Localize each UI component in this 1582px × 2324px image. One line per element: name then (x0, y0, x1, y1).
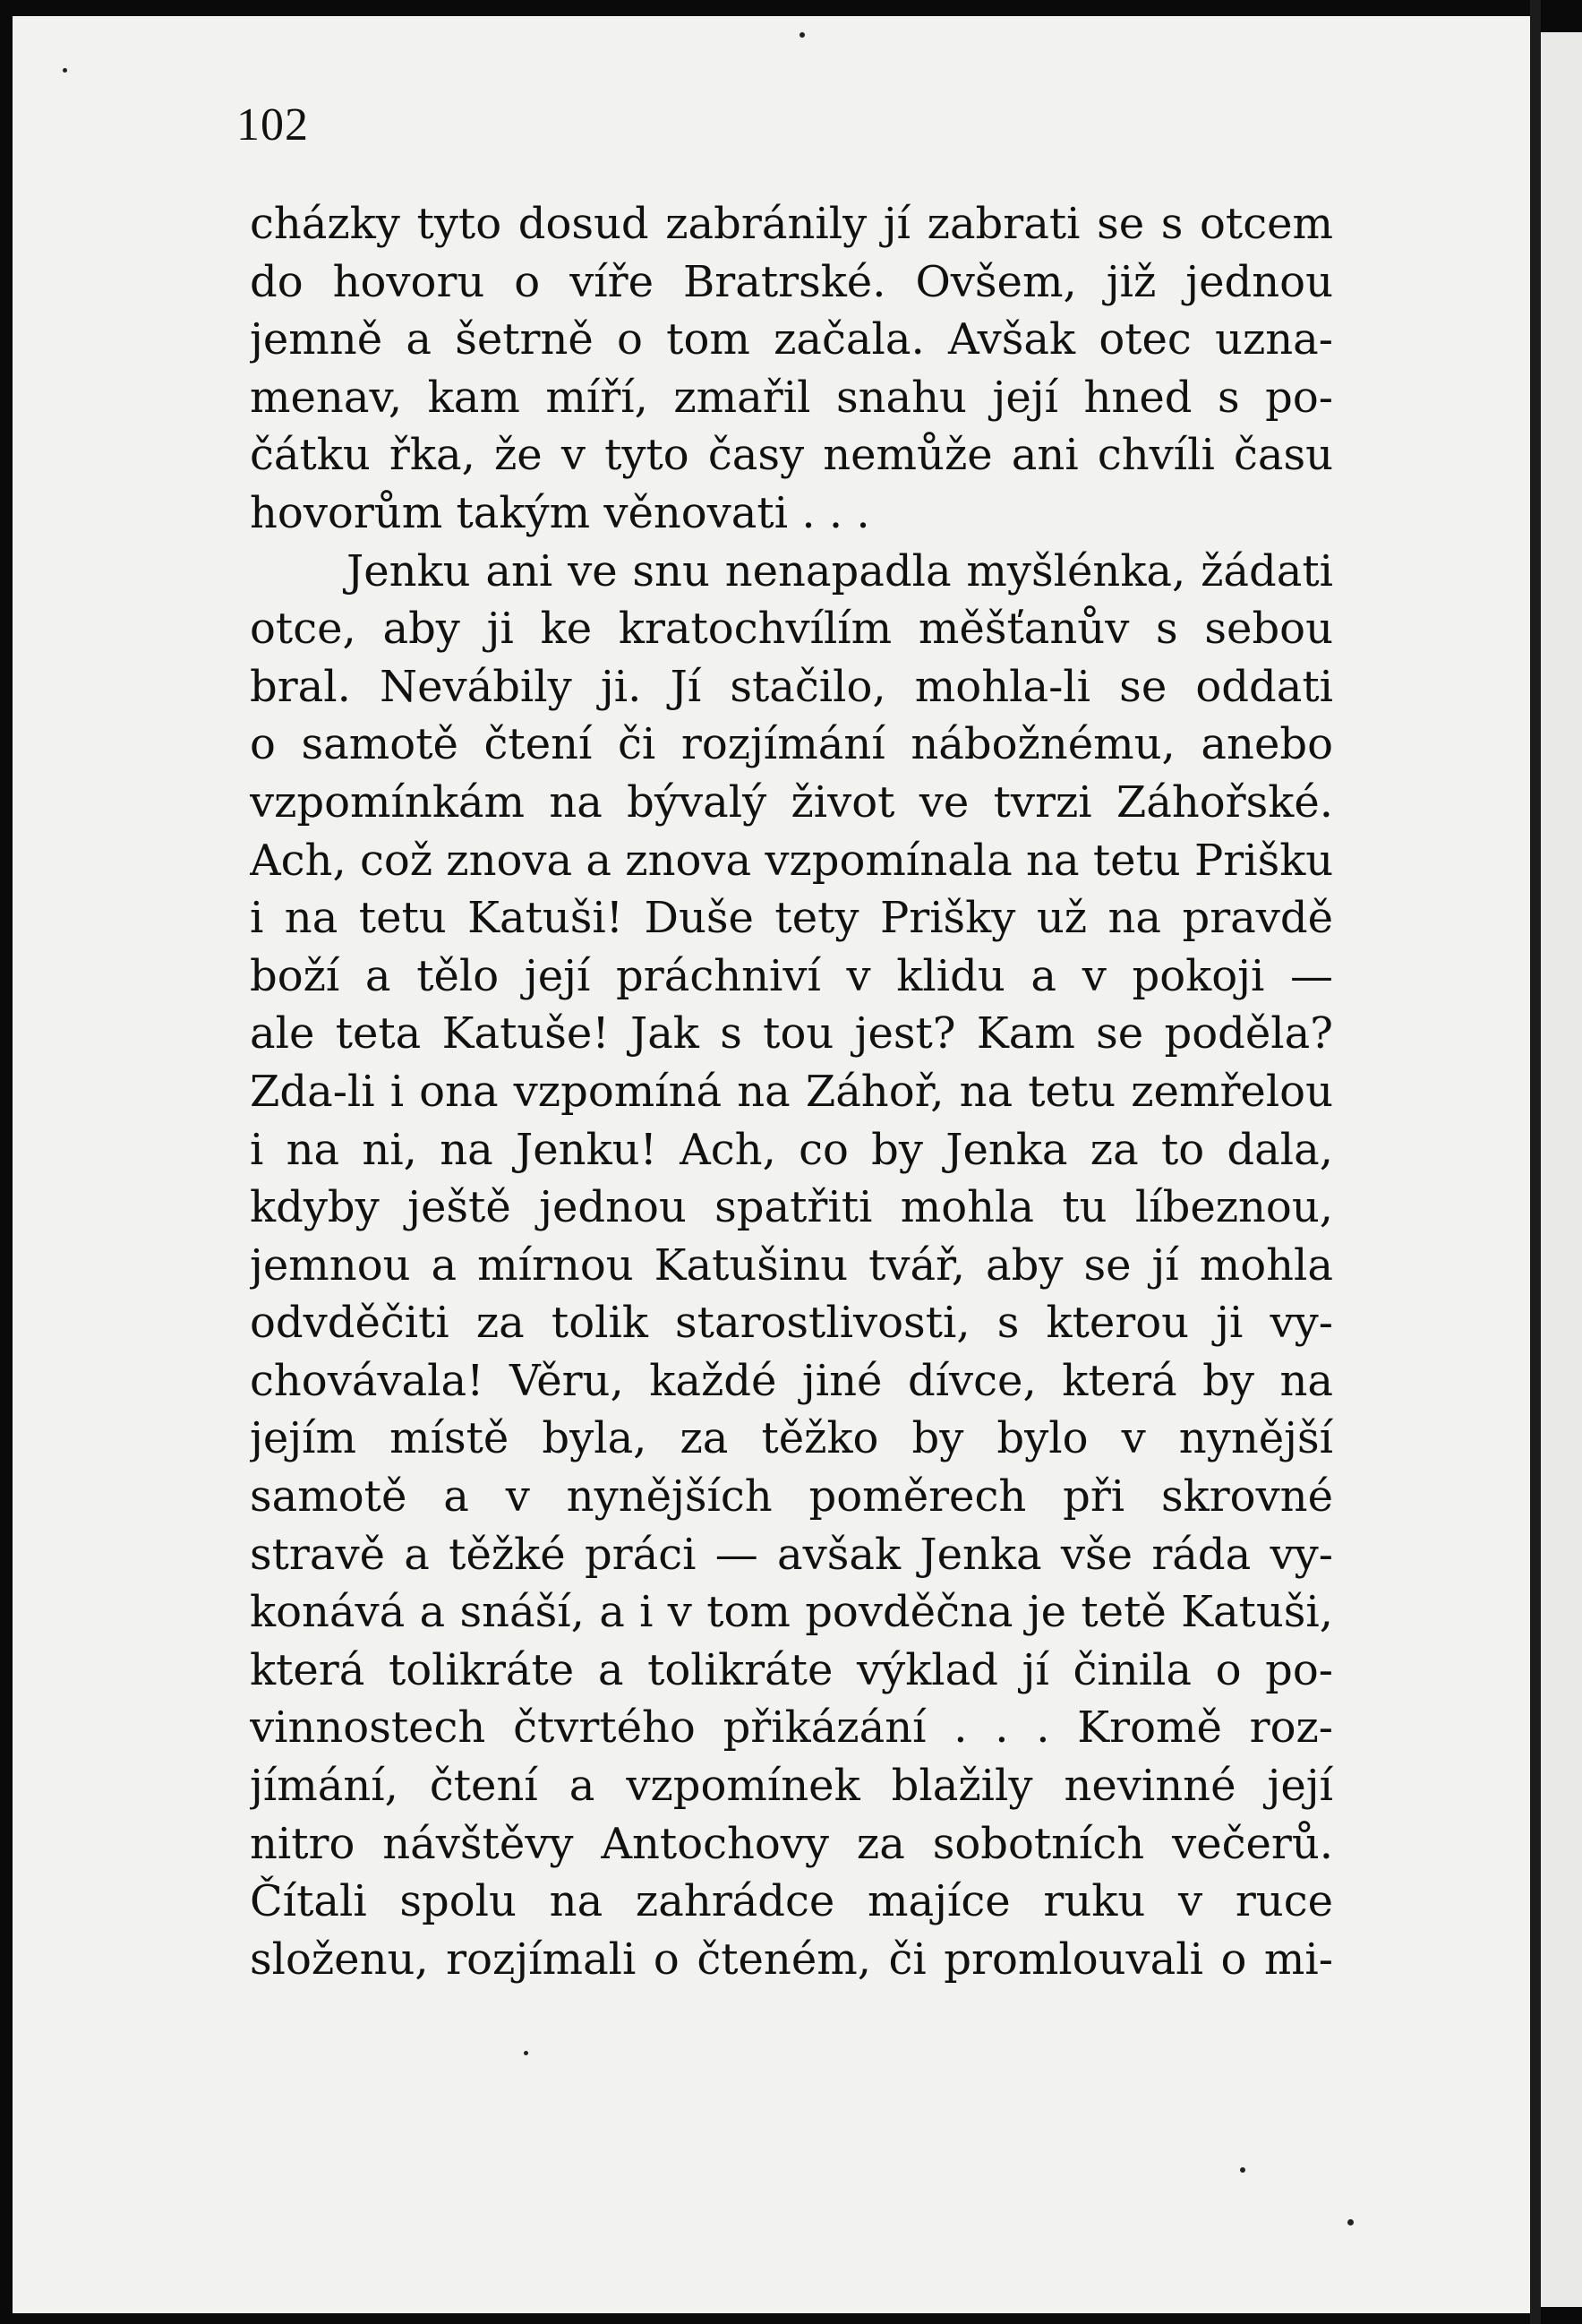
text-line: boží a tělo její práchniví v klidu a v pokoji — (250, 950, 1333, 1001)
text-line: ale teta Katuše! Jak s tou jest? Kam se poděla? (250, 1008, 1333, 1059)
text-line: jemnou a mírnou Katušinu tvář, aby se jí mohla (250, 1239, 1333, 1291)
scan-speck (1347, 2219, 1354, 2225)
body-text (250, 195, 1333, 1988)
text-line: cházky tyto dosud zabránily jí zabrati se s otcem (250, 199, 1333, 249)
text-line: chovávala! Věru, každé jiné dívce, která by na (250, 1355, 1333, 1406)
text-line: vzpomínkám na bývalý život ve tvrzi Záhořské. (250, 776, 1333, 828)
page-number: 102 (236, 99, 309, 150)
text-line: čátku řka, že v tyto časy nemůže ani chvíli času (250, 430, 1333, 481)
adjacent-page-edge (1541, 32, 1582, 2307)
text-line: i na ni, na Jenku! Ach, co by Jenka za to dala, (250, 1124, 1333, 1175)
text-line: jemně a šetrně o tom začala. Avšak otec uzna- (250, 314, 1333, 365)
text-line: odvděčiti za tolik starostlivosti, s kterou ji vy- (250, 1298, 1333, 1349)
text-line: vinnostech čtvrtého přikázání . . . Kromě roz- (250, 1702, 1333, 1754)
scan-speck (1240, 2167, 1245, 2173)
text-line: samotě a v nynějších poměrech při skrovné (250, 1471, 1333, 1522)
text-line: o samotě čtení či rozjímání nábožnému, anebo (250, 719, 1333, 770)
text-line: hovorům takým věnovati . . . (250, 487, 870, 538)
text-line: konává a snáší, a i v tom povděčna je tetě Katuši, (250, 1587, 1333, 1638)
text-line: do hovoru o víře Bratrské. Ovšem, již jednou (250, 256, 1333, 307)
scan-speck (63, 68, 67, 73)
text-line: která tolikráte a tolikráte výklad jí činila o po- (250, 1644, 1333, 1695)
text-line: bral. Nevábily ji. Jí stačilo, mohla-li se oddati (250, 661, 1333, 712)
text-line: nitro návštěvy Antochovy za sobotních večerů. (250, 1818, 1333, 1869)
binding-shadow (1530, 0, 1541, 2324)
text-line: otce, aby ji ke kratochvílím měšťanův s sebou (250, 604, 1333, 655)
text-line: složenu, rozjímali o čteném, či promlouvali o mi- (250, 1934, 1333, 1985)
book-page (13, 16, 1530, 2313)
text-line: Ach, což znova a znova vzpomínala na tetu Prišku (250, 835, 1333, 886)
scan-speck (800, 32, 805, 38)
text-line: Jenku ani ve snu nenapadla myšlénka, žádati (346, 545, 1333, 596)
text-line: i na tetu Katuši! Duše tety Prišky už na pravdě (250, 893, 1333, 944)
text-line: menav, kam míří, zmařil snahu její hned s po- (250, 372, 1333, 423)
scan-speck (524, 2051, 528, 2055)
text-line: stravě a těžké práci — avšak Jenka vše ráda vy- (250, 1529, 1333, 1580)
text-line: Zda-li i ona vzpomíná na Záhoř, na tetu zemřelou (250, 1066, 1333, 1117)
text-line: jejím místě byla, za těžko by bylo v nynější (250, 1413, 1333, 1464)
text-line: Čítali spolu na zahrádce majíce ruku v ruce (250, 1876, 1333, 1927)
text-line: jímání, čtení a vzpomínek blažily nevinné její (250, 1761, 1333, 1812)
text-line: kdyby ještě jednou spatřiti mohla tu líbeznou, (250, 1182, 1333, 1233)
